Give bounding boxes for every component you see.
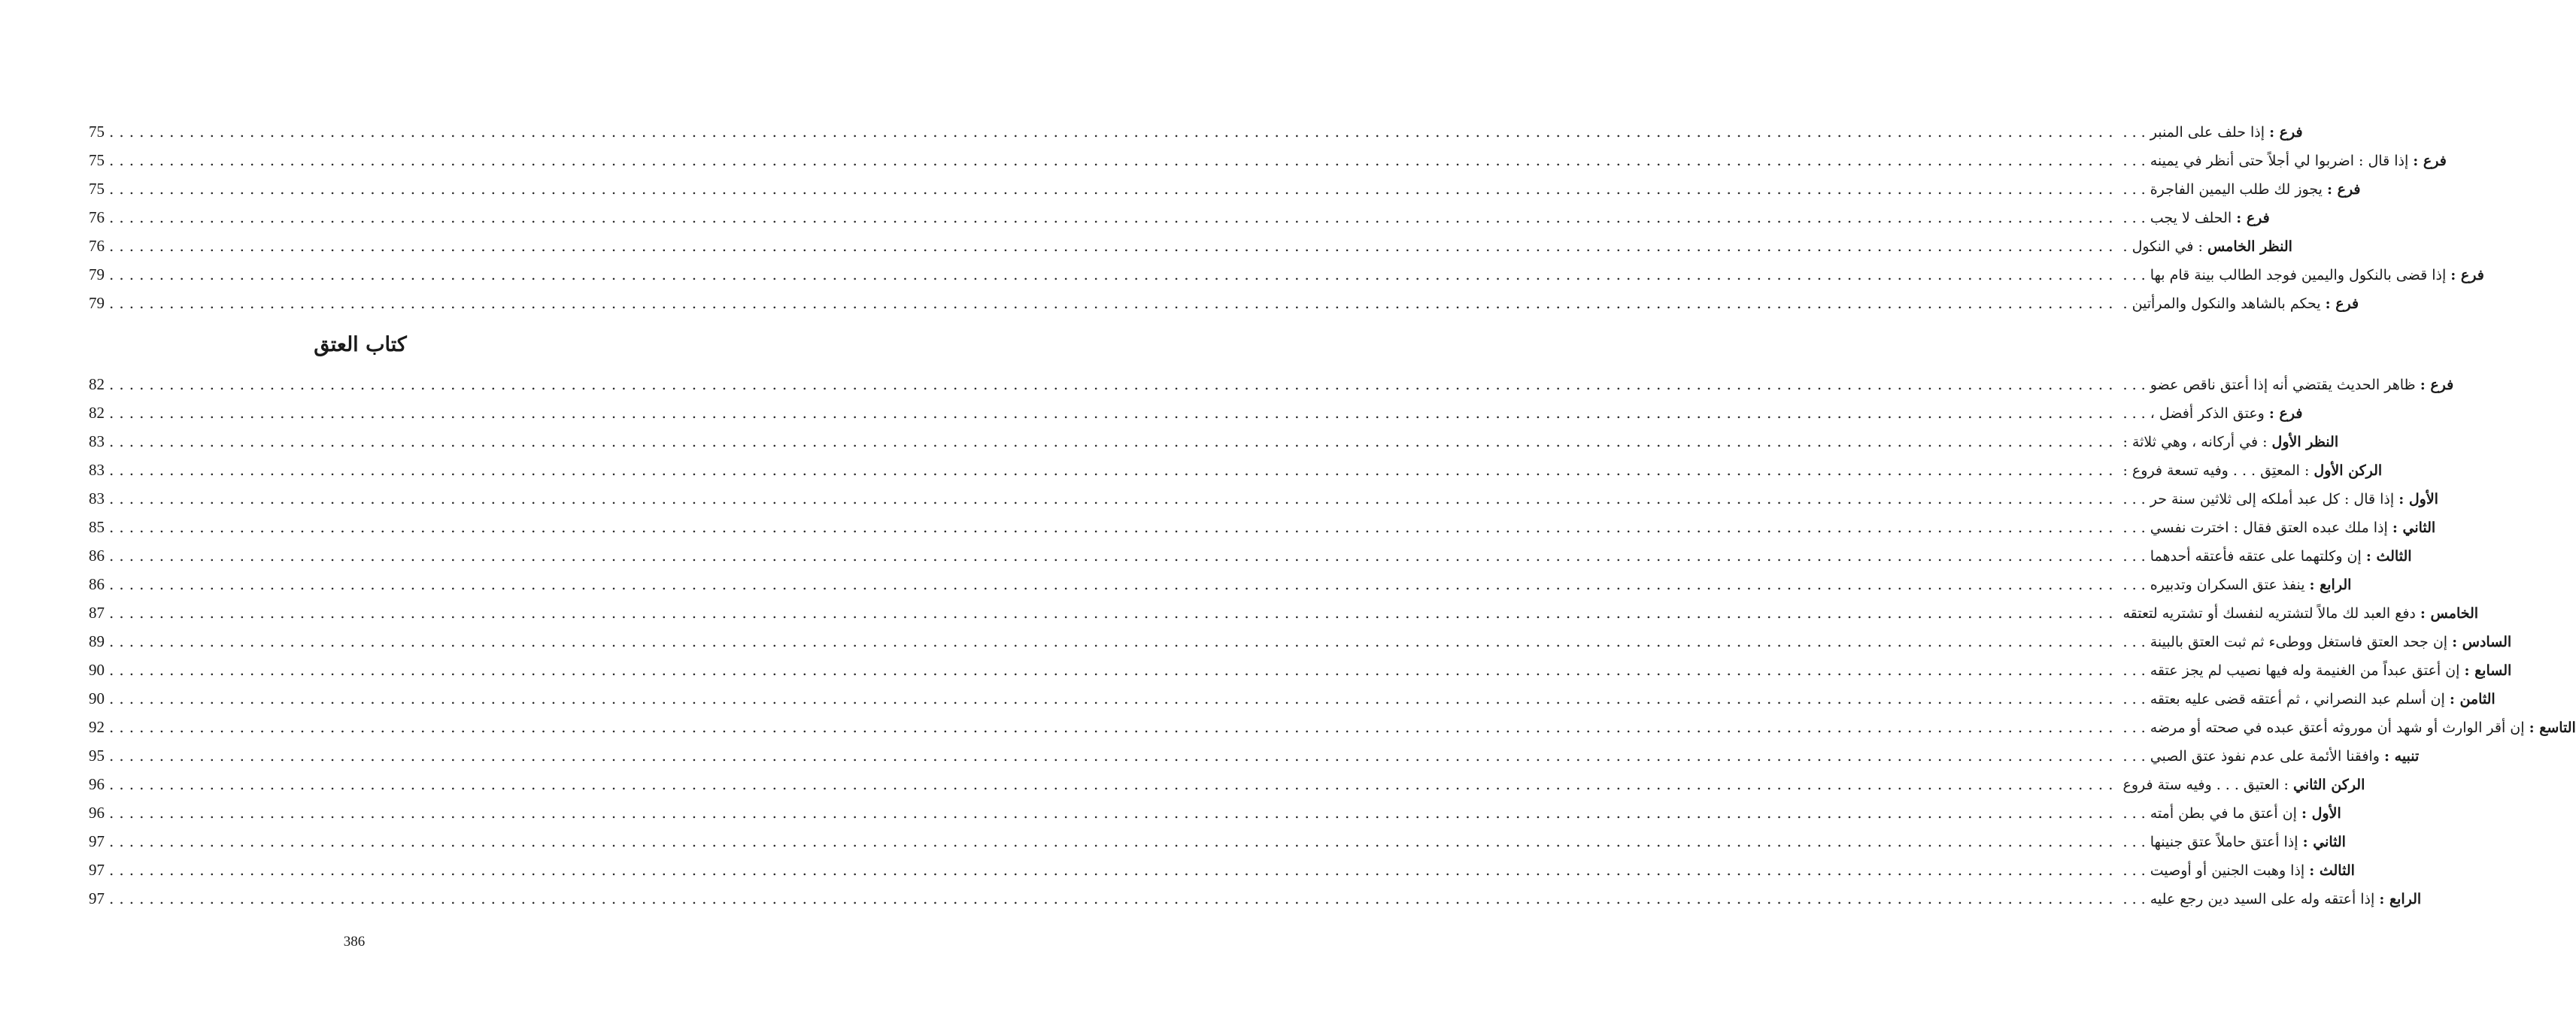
- toc-entry-label: الركن الأول: [2314, 462, 2383, 479]
- toc-page-number: 83: [89, 489, 105, 507]
- toc-page-number: 86: [89, 547, 105, 565]
- toc-entry-title: [2122, 634, 2511, 650]
- toc-entry-text: إذا أعتقه وله على السيد دين رجع عليه . . .: [2122, 891, 2375, 907]
- toc-entry-label: فرع :: [2325, 295, 2359, 312]
- toc-entry-title: [2122, 719, 2575, 736]
- toc-entry-text: ظاهر الحديث يقتضي أنه إذا أعتق ناقص عضو . . .: [2122, 377, 2416, 393]
- leader-dots: ........................................................................................................................................................................................................: [109, 832, 2119, 850]
- leader-dots: ........................................................................................................................................................................................................: [109, 237, 2119, 255]
- toc-entry-text: يحكم بالشاهد والنكول والمرأتين .: [2122, 295, 2321, 312]
- toc-entry-label: الأول :: [2301, 805, 2341, 822]
- toc-entry-text: إذا أعتق حاملاً عتق جنينها . . .: [2122, 834, 2298, 850]
- toc-page-number: 96: [89, 804, 105, 822]
- toc-entry: [89, 718, 2576, 741]
- toc-page-number: 97: [89, 889, 105, 907]
- leader-dots: ........................................................................................................................................................................................................: [109, 151, 2119, 169]
- toc-entry-title: [2122, 405, 2302, 422]
- toc-entry-title: [2122, 210, 2269, 226]
- toc-entry-title: [2122, 834, 2345, 850]
- leader-dots: ........................................................................................................................................................................................................: [109, 604, 2119, 622]
- leader-dots: ........................................................................................................................................................................................................: [109, 489, 2119, 507]
- toc-entry: [89, 832, 2346, 855]
- leader-dots: ........................................................................................................................................................................................................: [109, 404, 2119, 422]
- toc-entry: [89, 604, 2479, 626]
- toc-page-number: 85: [89, 518, 105, 536]
- leader-dots: ........................................................................................................................................................................................................: [109, 889, 2119, 907]
- leader-dots: ........................................................................................................................................................................................................: [109, 180, 2119, 198]
- toc-entry-label: الثامن :: [2449, 691, 2496, 707]
- toc-page-number: 90: [89, 661, 105, 679]
- toc-entry-title: [2122, 577, 2351, 593]
- leader-dots: ........................................................................................................................................................................................................: [109, 861, 2119, 879]
- toc-entry-title: [2122, 805, 2341, 822]
- toc-entry-label: السادس :: [2452, 634, 2512, 650]
- toc-entry-title: [2122, 548, 2411, 565]
- toc-entry: [89, 747, 2420, 769]
- toc-entry-label: تنبيه :: [2384, 748, 2420, 765]
- toc-entry-title: [2122, 377, 2453, 393]
- toc-entry: [89, 689, 2496, 712]
- toc-entry-label: النظر الأول: [2271, 434, 2339, 450]
- toc-entry: [89, 375, 2454, 398]
- toc-entry: [89, 265, 2484, 288]
- leader-dots: ........................................................................................................................................................................................................: [109, 294, 2119, 312]
- toc-page-number: 82: [89, 375, 105, 393]
- toc-entry-title: [2122, 462, 2382, 479]
- leader-dots: ........................................................................................................................................................................................................: [109, 804, 2119, 822]
- leader-dots: ........................................................................................................................................................................................................: [109, 518, 2119, 536]
- toc-entry: [89, 151, 2447, 174]
- toc-entry: [89, 861, 2355, 883]
- toc-page-number: 82: [89, 404, 105, 422]
- leader-dots: ........................................................................................................................................................................................................: [109, 208, 2119, 226]
- toc-entry-label: فرع :: [2326, 181, 2361, 198]
- leader-dots: ........................................................................................................................................................................................................: [109, 632, 2119, 650]
- toc-entry-label: الثالث :: [2309, 862, 2355, 879]
- toc-entry-text: إذا قال : كل عبد أملكه إلى ثلاثين سنة حر . . .: [2122, 491, 2395, 507]
- toc-entry-label: الرابع :: [2309, 577, 2352, 593]
- toc-entry-text: إن أعتق عبداً من الغنيمة وله فيها نصيب لم يجز عتقه . . .: [2122, 662, 2460, 679]
- toc-entry: [89, 804, 2341, 826]
- toc-entry-label: فرع :: [2269, 124, 2303, 141]
- toc-entry-label: الرابع :: [2379, 891, 2422, 907]
- toc-page-number: 95: [89, 747, 105, 765]
- toc-entry-title: [2122, 520, 2435, 536]
- toc-entry-title: [2122, 777, 2365, 793]
- toc-page-number: 79: [89, 265, 105, 283]
- toc-page-number: 97: [89, 832, 105, 850]
- toc-entry: [89, 547, 2412, 569]
- toc-entry-text: الحلف لا يجب . . .: [2122, 210, 2232, 226]
- toc-entry-label: الركن الثاني: [2292, 777, 2365, 793]
- toc-entry-label: الأول :: [2399, 491, 2438, 507]
- toc-page-number: 76: [89, 208, 105, 226]
- toc-entry-text: إذا قضى بالنكول واليمين فوجد الطالب بينة قام بها . . .: [2122, 267, 2447, 283]
- toc-entry-text: إن أعتق ما في بطن أمته . . .: [2122, 805, 2297, 822]
- toc-entry-title: [2122, 691, 2495, 707]
- toc-entry-text: ينفذ عتق السكران وتدبيره . . .: [2122, 577, 2305, 593]
- toc-entry-title: [2122, 295, 2359, 312]
- toc-entry: [89, 632, 2512, 655]
- leader-dots: ........................................................................................................................................................................................................: [109, 575, 2119, 593]
- toc-entry-title: [2122, 434, 2338, 450]
- toc-entry-label: الثالث :: [2365, 548, 2412, 565]
- leader-dots: ........................................................................................................................................................................................................: [109, 547, 2119, 565]
- chapter-heading: كتاب العتق: [314, 333, 407, 356]
- toc-entry-label: الخامس :: [2420, 605, 2479, 622]
- leader-dots: ........................................................................................................................................................................................................: [109, 461, 2119, 479]
- toc-page-number: 75: [89, 180, 105, 198]
- toc-page-number: 92: [89, 718, 105, 736]
- toc-entry: [89, 123, 2303, 145]
- toc-entry-text: إن وكلتهما على عتقه فأعتقه أحدهما . . .: [2122, 548, 2362, 565]
- toc-page-number: 76: [89, 237, 105, 255]
- toc-entry-title: [2122, 181, 2360, 198]
- leader-dots: ........................................................................................................................................................................................................: [109, 123, 2119, 141]
- leader-dots: ........................................................................................................................................................................................................: [109, 775, 2119, 793]
- toc-entry-text: إذا ملك عبده العتق فقال : اخترت نفسي . . .: [2122, 520, 2388, 536]
- toc-entry: [89, 180, 2361, 202]
- toc-entry-text: دفع العبد لك مالاً لتشتريه لنفسك أو تشتريه لتعتقه: [2122, 605, 2416, 622]
- toc-entry-title: [2122, 605, 2478, 622]
- page-number: 386: [343, 934, 366, 950]
- toc-entry: [89, 518, 2436, 541]
- toc-entry: [89, 775, 2365, 798]
- toc-entry-text: : في النكول .: [2122, 238, 2203, 255]
- toc-entry-label: الثاني :: [2302, 834, 2346, 850]
- toc-entry-text: : العتيق . . . وفيه ستة فروع: [2122, 777, 2289, 793]
- toc-entry-title: [2122, 891, 2421, 907]
- toc-entry-text: إذا حلف على المنبر . . .: [2122, 124, 2265, 141]
- toc-page-number: 97: [89, 861, 105, 879]
- leader-dots: ........................................................................................................................................................................................................: [109, 661, 2119, 679]
- toc-entry: [89, 575, 2352, 598]
- toc-entry-title: [2122, 124, 2302, 141]
- toc-entry: [89, 661, 2512, 683]
- leader-dots: ........................................................................................................................................................................................................: [109, 432, 2119, 450]
- toc-entry-title: [2122, 748, 2419, 765]
- leader-dots: ........................................................................................................................................................................................................: [109, 265, 2119, 283]
- toc-entry-label: فرع :: [2268, 405, 2303, 422]
- toc-entry-title: [2122, 153, 2446, 169]
- toc-entry: [89, 432, 2339, 455]
- toc-entry-label: فرع :: [2413, 153, 2447, 169]
- toc-entry: [89, 237, 2292, 259]
- toc-page-number: 83: [89, 461, 105, 479]
- toc-entry-text: يجوز لك طلب اليمين الفاجرة . . .: [2122, 181, 2323, 198]
- leader-dots: ........................................................................................................................................................................................................: [109, 747, 2119, 765]
- toc-entry-text: إن أقر الوارث أو شهد أن موروثه أعتق عبده في صحته أو مرضه . . .: [2122, 719, 2525, 736]
- toc-entry-text: إن أسلم عبد النصراني ، ثم أعتقه قضى عليه بعتقه . . .: [2122, 691, 2445, 707]
- leader-dots: ........................................................................................................................................................................................................: [109, 689, 2119, 707]
- toc-page-number: 75: [89, 123, 105, 141]
- toc-entry-text: : في أركانه ، وهي ثلاثة :: [2122, 434, 2268, 450]
- leader-dots: ........................................................................................................................................................................................................: [109, 375, 2119, 393]
- toc-entry-label: السابع :: [2464, 662, 2512, 679]
- toc-entry: [89, 404, 2303, 426]
- toc-entry-label: فرع :: [2236, 210, 2270, 226]
- toc-entry-text: وعتق الذكر أفضل ، . . .: [2122, 405, 2265, 422]
- toc-entry-text: إن جحد العتق فاستغل ووطىء ثم ثبت العتق بالبينة . . .: [2122, 634, 2448, 650]
- toc-entry-title: [2122, 267, 2483, 283]
- toc-page-number: 89: [89, 632, 105, 650]
- toc-entry-text: : المعتِق . . . وفيه تسعة فروع :: [2122, 462, 2310, 479]
- toc-page-number: 86: [89, 575, 105, 593]
- toc-page-number: 75: [89, 151, 105, 169]
- toc-entry-text: إذا قال : اضربوا لي أجلاً حتى أنظر في يمينه . . .: [2122, 153, 2409, 169]
- toc-entry: [89, 489, 2438, 512]
- toc-entry-label: فرع :: [2420, 377, 2454, 393]
- toc-entry: [89, 889, 2422, 912]
- toc-page-number: 87: [89, 604, 105, 622]
- toc-entry-label: الثاني :: [2392, 520, 2436, 536]
- toc-entry: [89, 294, 2359, 317]
- toc-page-number: 96: [89, 775, 105, 793]
- toc-entry-label: التاسع :: [2529, 719, 2576, 736]
- toc-entry-text: إذا وهبت الجنين أو أوصيت . . .: [2122, 862, 2305, 879]
- toc-page-number: 83: [89, 432, 105, 450]
- toc-entry-label: فرع :: [2450, 267, 2484, 283]
- toc-entry-title: [2122, 662, 2511, 679]
- toc-page-number: 90: [89, 689, 105, 707]
- toc-entry-title: [2122, 238, 2292, 255]
- toc-page-number: 79: [89, 294, 105, 312]
- toc-entry: [89, 208, 2270, 231]
- toc-entry: [89, 461, 2383, 483]
- toc-entry-label: النظر الخامس: [2207, 238, 2292, 255]
- leader-dots: ........................................................................................................................................................................................................: [109, 718, 2119, 736]
- toc-entry-title: [2122, 862, 2354, 879]
- toc-entry-text: وافقنا الأئمة على عدم نفوذ عتق الصبي . . .: [2122, 748, 2380, 765]
- toc-entry-title: [2122, 491, 2438, 507]
